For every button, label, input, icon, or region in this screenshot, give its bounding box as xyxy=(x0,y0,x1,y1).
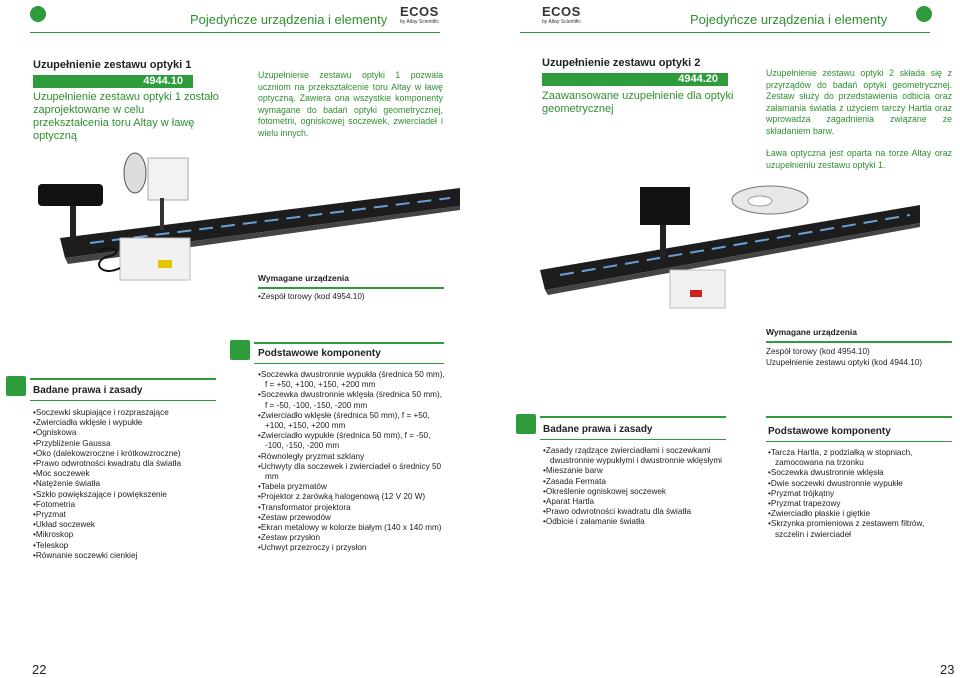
list-item: • Zwierciadło płaskie i giętkie xyxy=(768,509,952,519)
list-item: • Ogniskowa xyxy=(33,428,223,438)
list-item: • Zasada Fermata xyxy=(543,477,729,487)
list-item: • Zestaw przysłon xyxy=(258,533,446,543)
list-item: • Równoległy pryzmat szklany xyxy=(258,452,446,462)
list-item: • Dwie soczewki dwustronnie wypukłe xyxy=(768,479,952,489)
right-required-rule xyxy=(766,341,952,343)
left-product-code: 4944.10 xyxy=(33,75,193,88)
left-header-title: Pojedyńcze urządzenia i elementy xyxy=(190,12,388,27)
list-item: • Soczewka dwustronnie wklęsła xyxy=(768,468,952,478)
list-item: • Mieszanie barw xyxy=(543,466,729,476)
logo-sub: by Altay Scientific xyxy=(400,19,439,25)
list-item: • Teleskop xyxy=(33,541,223,551)
list-item: • Zwierciadło wypukłe (średnica 50 mm), f = -50, -100, -150, -200 mm xyxy=(258,431,446,451)
left-page-number: 22 xyxy=(32,662,47,677)
left-ecos-logo xyxy=(400,4,439,25)
list-item: • Zwierciadło wklęsłe (średnica 50 mm), f = +50, +100, +150, +200 mm xyxy=(258,411,446,431)
list-item: • Soczewka dwustronnie wypukła (średnica 50 mm), f = +50, +100, +150, +200 mm xyxy=(258,370,446,390)
right-components-heading: Podstawowe komponenty xyxy=(768,426,891,437)
right-product-tagline: Zaawansowane uzupełnienie dla optyki geometrycznej xyxy=(542,90,734,115)
left-laws-rule xyxy=(30,400,216,401)
left-components-rule xyxy=(254,363,444,364)
list-item: • Mikroskop xyxy=(33,530,223,540)
left-product-name: Uzupełnienie zestawu optyki 1 xyxy=(33,59,192,71)
list-item: Uzupełnienie zestawu optyki (kod 4944.10) xyxy=(766,357,923,367)
left-product-tagline: Uzupełnienie zestawu optyki 1 zostało zaprojektowane w celu przekształcenia toru Altay w ławę optyczną xyxy=(33,91,219,142)
right-header-rule xyxy=(520,32,930,33)
list-item: • Zestaw przewodów xyxy=(258,513,446,523)
right-product-description2: Ława optyczna jest oparta na torze Altay oraz uzupełnieniu zestawu optyki 1. xyxy=(766,148,952,170)
list-item: • Tarcza Hartla, z podziałką w stopniach, zamocowana na trzonku xyxy=(768,448,952,468)
list-item: • Fotometria xyxy=(33,500,223,510)
logo-text: ECOS xyxy=(400,4,439,19)
right-laws-heading: Badane prawa i zasady xyxy=(543,424,653,435)
list-item: • Prawo odwrotności kwadratu dla światła xyxy=(33,459,223,469)
list-item: • Zwierciadła wklęsłe i wypukłe xyxy=(33,418,223,428)
wrench-icon xyxy=(6,376,26,396)
left-components-top-rule xyxy=(254,342,444,344)
list-item: • Przybliżenie Gaussa xyxy=(33,439,223,449)
right-product-name: Uzupełnienie zestawu optyki 2 xyxy=(542,57,701,69)
list-item: • Szkło powiększające i powiększenie xyxy=(33,490,223,500)
left-required-list xyxy=(258,292,444,302)
header-bullet-icon xyxy=(916,6,932,22)
list-item: • Transformator projektora xyxy=(258,503,446,513)
list-item: • Natężenie światła xyxy=(33,479,223,489)
header-bullet-icon xyxy=(30,6,46,22)
list-item: • Zasady rządzące zwierciadłami i soczewkami dwustronnie wypukłymi i dwustronnie wklęsłymi xyxy=(543,446,729,466)
right-laws-top-rule xyxy=(540,416,726,418)
list-item: • Aparat Hartla xyxy=(543,497,729,507)
right-required-list xyxy=(766,347,952,368)
left-product-description: Uzupełnienie zestawu optyki 1 pozwala uczniom na przekształcenie toru Altay w ławę optyczną. Zawiera ona wszystkie komponenty wymagane do badań optyki geometrycznej, fotometrii, ogniskowej soczewek, zwierciadeł i wielu innych. xyxy=(258,70,443,138)
list-item: • Projektor z żarówką halogenową (12 V 20 W) xyxy=(258,492,446,502)
right-laws-list xyxy=(543,446,729,528)
list-item: • Oko (dalekowzroczne i krótkowzroczne) xyxy=(33,449,223,459)
left-optical-bench-image xyxy=(30,148,460,298)
left-required-heading: Wymagane urządzenia xyxy=(258,273,350,283)
list-item: • Prawo odwrotności kwadratu dla światła xyxy=(543,507,729,517)
left-components-heading: Podstawowe komponenty xyxy=(258,348,381,359)
list-item: • Pryzmat trapezowy xyxy=(768,499,952,509)
right-product-description: Uzupełnienie zestawu optyki 2 składa się z przyrządów do badań optyki geometrycznej. Zestaw służy do przedstawienia odbicia oraz załamania światła z użyciem tarczy Hartla oraz wprowadza zagadnienia związane ze składaniem barw. xyxy=(766,68,952,136)
right-optical-bench-image xyxy=(540,175,930,325)
right-required-heading: Wymagane urządzenia xyxy=(766,327,858,337)
list-item: • Soczewki skupiające i rozpraszające xyxy=(33,408,223,418)
list-item: • Tabela pryzmatów xyxy=(258,482,446,492)
list-item: • Skrzynka promieniowa z zestawem filtrów, szczelin i zwierciadeł xyxy=(768,519,952,539)
left-header-rule xyxy=(30,32,440,33)
list-item: Zespół torowy (kod 4954.10) xyxy=(766,347,870,356)
list-item: • Moc soczewek xyxy=(33,469,223,479)
right-header-title: Pojedyńcze urządzenia i elementy xyxy=(690,12,888,27)
right-ecos-logo xyxy=(542,4,581,25)
right-components-top-rule xyxy=(766,416,952,418)
right-components-list xyxy=(768,448,952,540)
list-item: • Uchwyty dla soczewek i zwierciadeł o średnicy 50 mm xyxy=(258,462,446,482)
right-page-number: 23 xyxy=(940,662,955,677)
right-product-code: 4944.20 xyxy=(542,73,728,86)
wrench-icon xyxy=(516,414,536,434)
list-item: • Uchwyt przezroczy i przysłon xyxy=(258,543,446,553)
left-laws-heading: Badane prawa i zasady xyxy=(33,385,143,396)
left-required-rule xyxy=(258,287,444,289)
right-laws-rule xyxy=(540,439,726,440)
list-item: • Określenie ogniskowej soczewek xyxy=(543,487,729,497)
list-item: • Zespół torowy (kod 4954.10) xyxy=(258,292,444,302)
list-item: • Równanie soczewki cienkiej xyxy=(33,551,223,561)
list-item: • Układ soczewek xyxy=(33,520,223,530)
wrench-icon xyxy=(230,340,250,360)
list-item: • Pryzmat trójkątny xyxy=(768,489,952,499)
logo-text: ECOS xyxy=(542,4,581,19)
right-components-rule xyxy=(766,441,952,442)
list-item: • Pryzmat xyxy=(33,510,223,520)
logo-sub: by Altay Scientific xyxy=(542,19,581,25)
left-laws-list xyxy=(33,408,223,561)
left-laws-top-rule xyxy=(30,378,216,380)
list-item: • Ekran metalowy w kolorze białym (140 x 140 mm) xyxy=(258,523,446,533)
list-item: • Soczewka dwustronnie wklęsła (średnica 50 mm), f = -50, -100, -150, -200 mm xyxy=(258,390,446,410)
left-components-list xyxy=(258,370,446,554)
list-item: • Odbicie i załamanie światła xyxy=(543,517,729,527)
